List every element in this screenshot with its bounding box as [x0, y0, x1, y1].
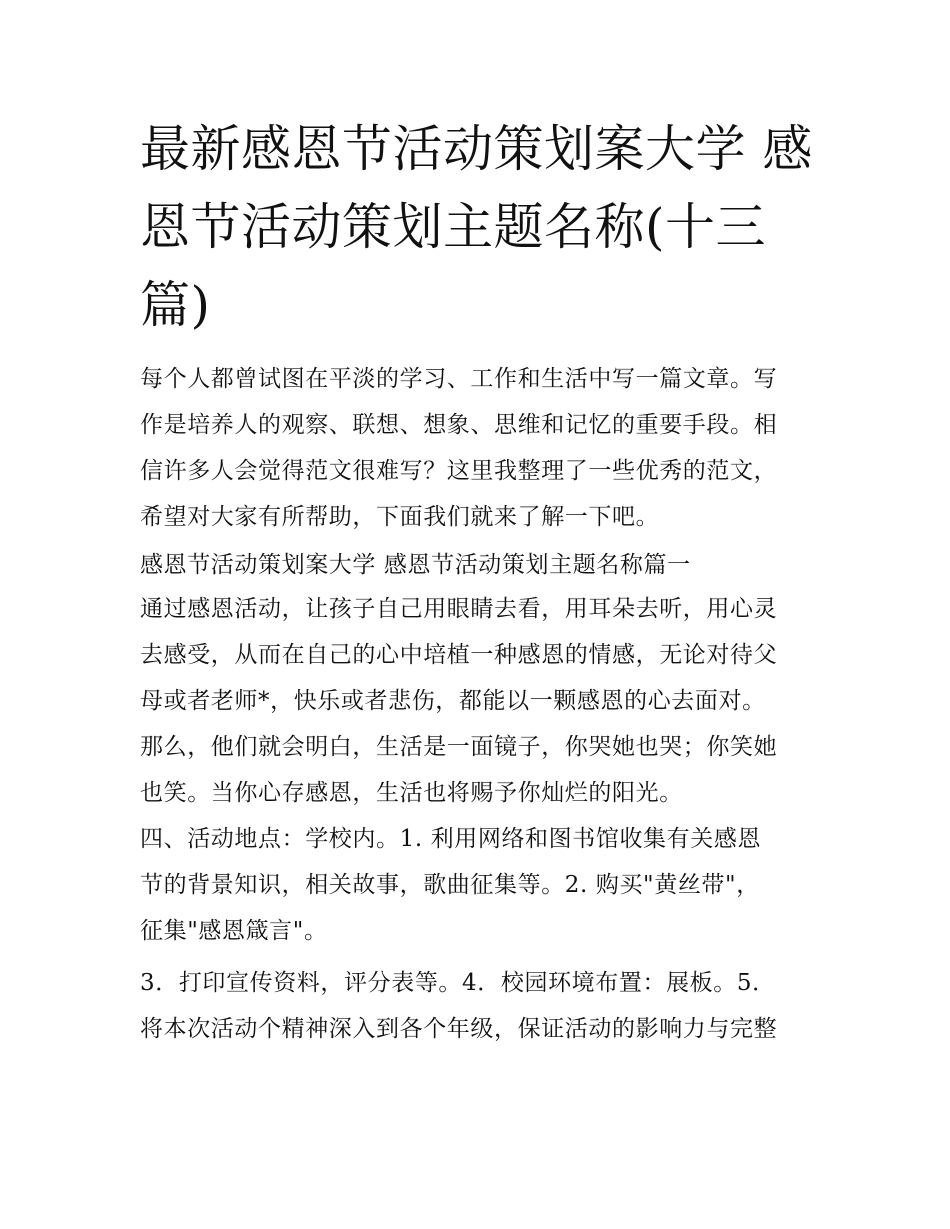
paragraph-line: 将本次活动个精神深入到各个年级，保证活动的影响力与完整 — [140, 1016, 778, 1042]
title-line: 恩节活动策划主题名称(十三 — [140, 198, 767, 256]
intro-line: 作是培养人的观察、联想、想象、思维和记忆的重要手段。相 — [140, 412, 778, 438]
paragraph-line: 去感受，从而在自己的心中培植一种感恩的情感，无论对待父 — [140, 642, 778, 668]
document-title — [140, 110, 820, 344]
title-line: 最新感恩节活动策划案大学 感 — [140, 120, 813, 178]
paragraph-line: 那么，他们就会明白，生活是一面镜子，你哭她也哭；你笑她 — [140, 734, 778, 760]
paragraph-line: 节的背景知识，相关故事，歌曲征集等。2. 购买"黄丝带"， — [140, 872, 760, 898]
intro-line: 希望对大家有所帮助，下面我们就来了解一下吧。 — [140, 504, 660, 530]
intro-line: 信许多人会觉得范文很难写？这里我整理了一些优秀的范文， — [140, 458, 778, 484]
paragraph-1 — [140, 586, 820, 816]
paragraph-2 — [140, 816, 820, 954]
paragraph-line: 征集"感恩箴言"。 — [140, 918, 328, 944]
section-heading-text: 感恩节活动策划案大学 感恩节活动策划主题名称篇一 — [140, 552, 691, 578]
title-line: 篇) — [140, 276, 211, 334]
intro-line: 每个人都曾试图在平淡的学习、工作和生活中写一篇文章。写 — [140, 366, 778, 392]
document-body — [140, 356, 820, 1052]
paragraph-line: 母或者老师*，快乐或者悲伤，都能以一颗感恩的心去面对。 — [140, 688, 766, 714]
intro-paragraph — [140, 356, 820, 540]
paragraph-line: 通过感恩活动，让孩子自己用眼睛去看，用耳朵去听，用心灵 — [140, 596, 778, 622]
paragraph-line: 四、活动地点：学校内。1. 利用网络和图书馆收集有关感恩 — [140, 826, 762, 852]
document-page — [140, 110, 820, 1052]
paragraph-line: 也笑。当你心存感恩，生活也将赐予你灿烂的阳光。 — [140, 780, 683, 806]
section-heading — [140, 544, 820, 586]
paragraph-line: 3．打印宣传资料，评分表等。4．校园环境布置：展板。5． — [140, 970, 776, 996]
paragraph-3 — [140, 960, 820, 1052]
